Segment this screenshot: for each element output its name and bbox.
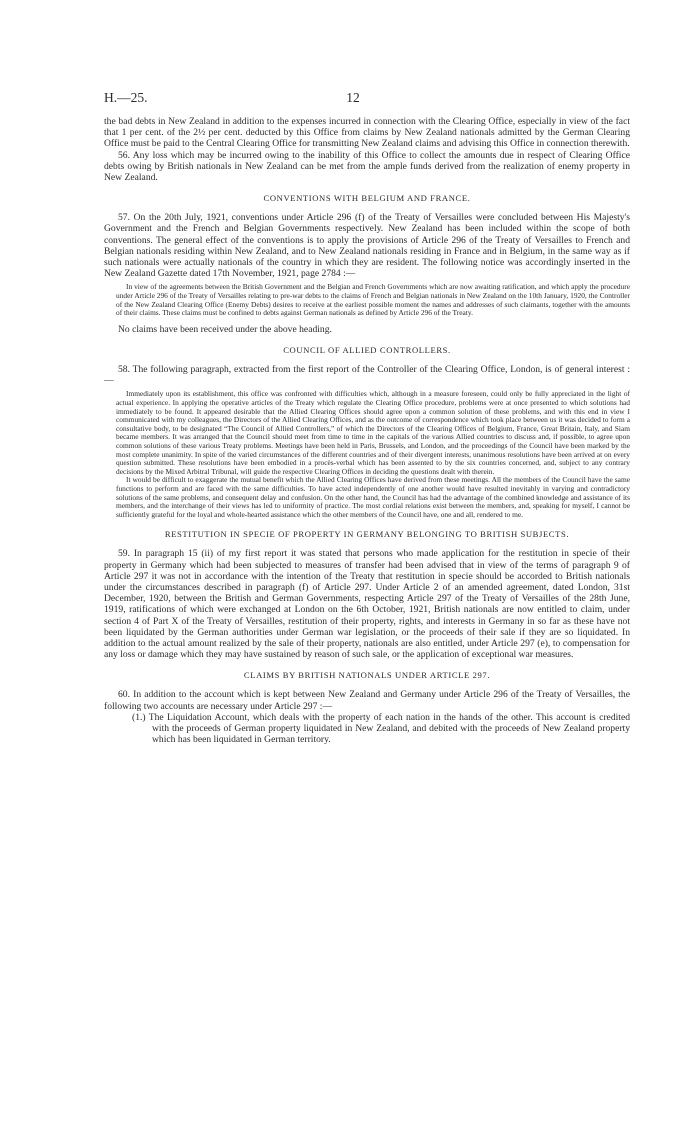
page-header	[104, 90, 602, 108]
heading-conventions: CONVENTIONS WITH BELGIUM AND FRANCE.	[263, 193, 471, 204]
heading-restitution: RESTITUTION IN SPECIE OF PROPERTY IN GERMANY BELONGING TO BRITISH SUBJECTS.	[164, 529, 570, 540]
paragraph-58: 58. The following paragraph, extracted from the first report of the Controller of the Clearing Office, London, is of general interest :—	[104, 364, 630, 387]
quote-london-report-1: Immediately upon its establishment, this office was confronted with difficulties which, although in a measure foreseen, could only be fully appreciated in the light of actual experience. In applying the operative articles of the Treaty which regulate the Clearing Office procedure, problems were at once presented to which solutions had immediately to be found. It appeared desirable that the Allied Clearing Offices should agree upon a common solution of these problems, and with this end in view I communicated with my colleagues, the Directors of the Allied Clearing Offices, and as the outcome of correspondence which took place between us it was decided to form a consultative body, to be designated “The Council of Allied Controllers,” of which the Directors of the Clearing Offices of Belgium, France, Great Britain, Italy, and Siam became members. It was arranged that the Council should meet from time to time in the capitals of the various Allied countries to discuss and, if possible, to agree upon common solutions of these various Treaty problems. Meetings have been held in Paris, Brussels, and London, and the proceedings of the Council have been marked by the most complete unanimity. In spite of the varied circumstances of the different countries and of their divergent interests, unanimous resolutions have been arrived at on every question submitted. These resolutions have been embodied in a procès-verbal which has been assented to by the six countries concerned, and, subject to any contrary decisions by the Mixed Arbitral Tribunal, will guide the respective Clearing Offices in deciding the questions dealt with therein.	[116, 389, 630, 476]
list-item-liquidation-account: (1.) The Liquidation Account, which deals with the property of each nation in the hands of the other. This account is credited with the proceeds of German property liquidated in New Zealand, and debited with the proceeds of New Zealand property which has been liquidated in German territory.	[132, 711, 630, 746]
paragraph-57: 57. On the 20th July, 1921, conventions under Article 296 (f) of the Treaty of Versailles were concluded between His Majesty's Government and the French and Belgian Governments respectively. New Zealand has been included within the scope of both conventions. The general effect of the conventions is to apply the provisions of Article 296 of the Treaty of Versailles to French and Belgian nationals residing within New Zealand, and to New Zealand nationals residing in France and in Belgium, in the same way as if such nationals were actually nationals of the country in which they are resident. The following notice was accordingly inserted in the New Zealand Gazette dated 17th November, 1921, page 2784 :—	[104, 212, 630, 280]
page-number: 12	[346, 90, 360, 105]
paragraph-56: 56. Any loss which may be incurred owing to the inability of this Office to collect the amounts due in respect of Clearing Office debts owing by British nationals in New Zealand can be met from the ample funds derived from the realization of enemy property in New Zealand.	[104, 149, 630, 184]
heading-claims: CLAIMS BY BRITISH NATIONALS UNDER ARTICLE 297.	[243, 670, 491, 681]
paragraph-60: 60. In addition to the account which is kept between New Zealand and Germany under Article 296 of the Treaty of Versailles, the following two accounts are necessary under Article 297 :—	[104, 689, 630, 712]
quote-london-report-2: It would be difficult to exaggerate the mutual benefit which the Allied Clearing Offices have derived from these meetings. All the members of the Council have the same functions to perform and are faced with the same difficulties. To have acted independently of one another would have resulted inevitably in varying and contradictory solutions of the same problems, and consequent delay and confusion. On the other hand, the Council has had the advantage of the combined knowledge and assistance of its members, and the interchange of their views has led to uniformity of practice. The most cordial relations exist between the members, and, speaking for myself, I cannot be sufficiently grateful for the loyal and whole-hearted assistance which the other members of the Council have, one and all, rendered to me.	[116, 475, 630, 519]
heading-council: COUNCIL OF ALLIED CONTROLLERS.	[283, 345, 451, 356]
paragraph-55-continued: the bad debts in New Zealand in addition to the expenses incurred in connection with the Clearing Office, especially in view of the fact that 1 per cent. of the 2½ per cent. deducted by this Office from claims by New Zealand nationals admitted by the German Clearing Office must be paid to the Central Clearing Office for transmitting New Zealand claims and advising this Office in connection therewith.	[104, 116, 630, 150]
paragraph-57-tail: No claims have been received under the above heading.	[118, 323, 332, 335]
document-reference: H.—25.	[104, 90, 148, 105]
document-body	[104, 116, 630, 745]
paragraph-59: 59. In paragraph 15 (ii) of my first report it was stated that persons who made application for the restitution in specie of their property in Germany which had been subjected to measures of transfer had been advised that in view of the terms of paragraph 9 of Article 297 it was not in accordance with the intention of the Treaty that restitution in specie should be accorded to British nationals under the circumstances described in paragraph (f) of Article 297. Under Article 2 of an amended agreement, dated London, 31st December, 1920, between the British and German Governments, respecting Article 297 of the Treaty of Versailles of the 28th June, 1919, ratifications of which were exchanged at London on the 6th October, 1921, British nationals are now entitled to claim, under section 4 of Part X of the Treaty of Versailles, restitution of their property, rights, and interests in Germany in so far as these have not been liquidated by the German authorities under German war legislation, or the proceeds of their sale if they are so liquidated. In addition to the actual amount realized by the sale of their property, nationals are also entitled, under Article 297 (e), to compensation for any loss or damage which they may have sustained by reason of such sale, or the application of exceptional war measures.	[104, 548, 630, 661]
quote-gazette-notice: In view of the agreements between the British Government and the Belgian and French Governments which are now awaiting ratification, and which apply the procedure under Article 296 of the Treaty of Versailles relating to pre-war debts to the claims of French and Belgian nationals in New Zealand on the 10th January, 1920, the Controller of the New Zealand Clearing Office (Enemy Debts) desires to receive at the earliest possible moment the names and addresses of such claimants, together with the amounts of their claims. These claims must be confined to debts against German nationals as defined by Article 296 of the Treaty.	[116, 282, 630, 318]
